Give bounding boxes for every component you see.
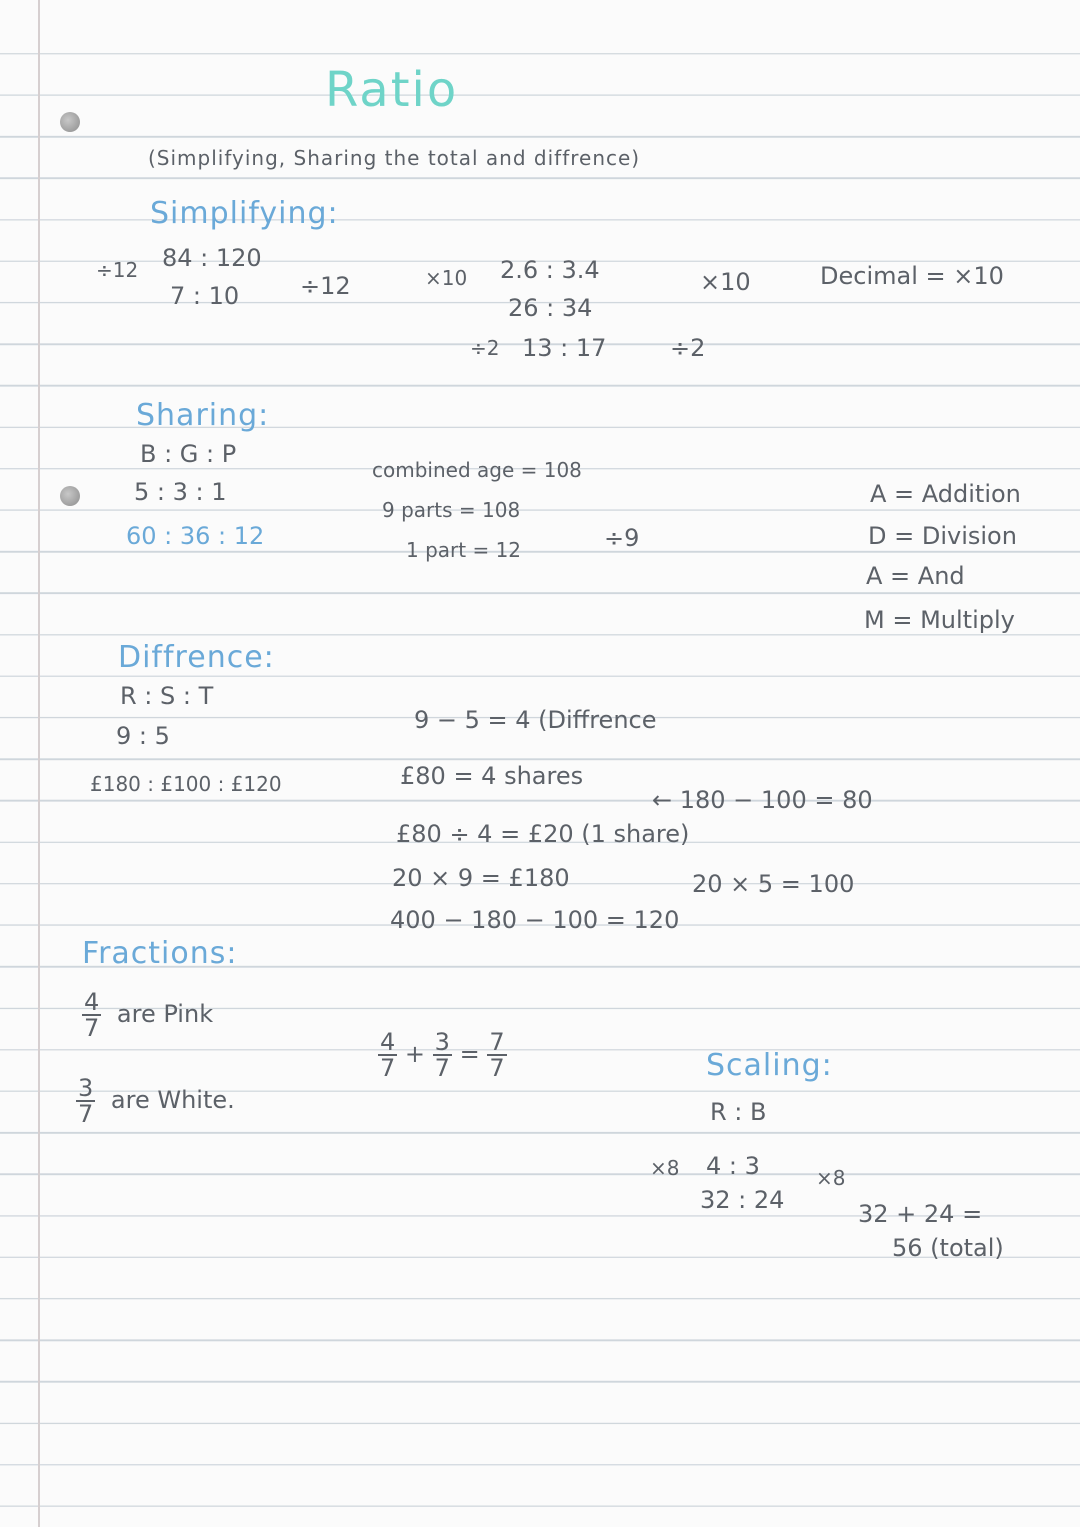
fraction-sum (378, 1030, 507, 1080)
simplify-ex1-row2: 7 : 10 (170, 282, 240, 310)
heading-scaling: Scaling: (706, 1048, 833, 1083)
sharing-work-parts: 9 parts = 108 (382, 498, 521, 522)
adam-and: A = And (866, 562, 965, 590)
difference-row-values: £180 : £100 : £120 (90, 772, 282, 796)
simplify-ex1-left-op: ÷12 (96, 258, 139, 282)
fraction-white (76, 1076, 235, 1126)
page-subtitle: (Simplifying, Sharing the total and diffrence) (148, 146, 641, 170)
fraction-sum-c-num: 7 (489, 1028, 505, 1056)
fraction-pink-den: 7 (84, 1014, 100, 1042)
simplify-ex2-div-op: ÷2 (470, 336, 500, 360)
sharing-work-combined: combined age = 108 (372, 458, 582, 482)
simplify-ex2-row1: 2.6 : 3.4 (500, 256, 600, 284)
simplify-ex2-left-op: ×10 (425, 266, 468, 290)
fraction-sum-plus: + (404, 1040, 426, 1068)
scaling-right-op: ×8 (816, 1166, 846, 1190)
fraction-pink (82, 990, 213, 1040)
fraction-white-text: are White. (110, 1086, 235, 1114)
sharing-work-one-part: 1 part = 12 (406, 538, 522, 562)
fraction-sum-eq: = (459, 1040, 480, 1068)
scaling-row1: 4 : 3 (706, 1152, 760, 1180)
punch-hole-bottom (60, 486, 80, 506)
difference-row-names: R : S : T (120, 682, 214, 710)
scaling-left-op: ×8 (650, 1156, 680, 1180)
heading-simplifying: Simplifying: (150, 196, 339, 231)
fraction-sum-a-den: 7 (380, 1054, 396, 1082)
simplify-ex1-row1: 84 : 120 (162, 244, 262, 272)
page-title: Ratio (325, 62, 459, 118)
sharing-row-values: 60 : 36 : 12 (126, 522, 265, 550)
fraction-sum-c (487, 1030, 506, 1080)
heading-sharing: Sharing: (136, 398, 270, 433)
simplify-ex1-right-op: ÷12 (300, 272, 351, 300)
heading-fractions: Fractions: (82, 936, 238, 971)
scaling-row2: 32 : 24 (700, 1186, 785, 1214)
difference-line1: 9 − 5 = 4 (Diffrence (414, 706, 657, 734)
fraction-white-value (76, 1076, 95, 1126)
fraction-sum-a (378, 1030, 397, 1080)
scaling-total2: 56 (total) (892, 1234, 1004, 1262)
fraction-pink-value (82, 990, 101, 1040)
fraction-pink-text: are Pink (116, 1000, 214, 1028)
difference-line2: £80 = 4 shares (400, 762, 584, 790)
difference-line5: 400 − 180 − 100 = 120 (390, 906, 680, 934)
fraction-white-den: 7 (78, 1100, 94, 1128)
fraction-pink-num: 4 (84, 988, 100, 1016)
difference-line3: £80 ÷ 4 = £20 (1 share) (396, 820, 690, 848)
heading-difference: Diffrence: (118, 640, 275, 675)
simplify-ex2-row2: 26 : 34 (508, 294, 593, 322)
difference-line4b: 20 × 5 = 100 (692, 870, 855, 898)
simplify-ex2-right-div-op: ÷2 (670, 334, 706, 362)
adam-division: D = Division (868, 522, 1017, 550)
simplify-ex2-right-op: ×10 (700, 268, 751, 296)
fraction-sum-b-num: 3 (434, 1028, 450, 1056)
difference-line2b: ← 180 − 100 = 80 (652, 786, 873, 814)
fraction-white-num: 3 (78, 1074, 94, 1102)
margin-line (38, 0, 40, 1527)
scaling-row-names: R : B (710, 1098, 767, 1126)
fraction-sum-b (433, 1030, 452, 1080)
simplify-decimal-note: Decimal = ×10 (820, 262, 1004, 290)
scaling-total1: 32 + 24 = (858, 1200, 983, 1228)
adam-addition: A = Addition (870, 480, 1021, 508)
fraction-sum-b-den: 7 (434, 1054, 450, 1082)
difference-row-ratio: 9 : 5 (116, 722, 170, 750)
sharing-row-names: B : G : P (140, 440, 237, 468)
sharing-work-div: ÷9 (604, 524, 640, 552)
difference-line4: 20 × 9 = £180 (392, 864, 570, 892)
simplify-ex2-row3: 13 : 17 (522, 334, 607, 362)
fraction-sum-a-num: 4 (380, 1028, 396, 1056)
adam-multiply: M = Multiply (864, 606, 1015, 634)
sharing-row-ratio: 5 : 3 : 1 (134, 478, 227, 506)
fraction-sum-c-den: 7 (489, 1054, 505, 1082)
punch-hole-top (60, 112, 80, 132)
